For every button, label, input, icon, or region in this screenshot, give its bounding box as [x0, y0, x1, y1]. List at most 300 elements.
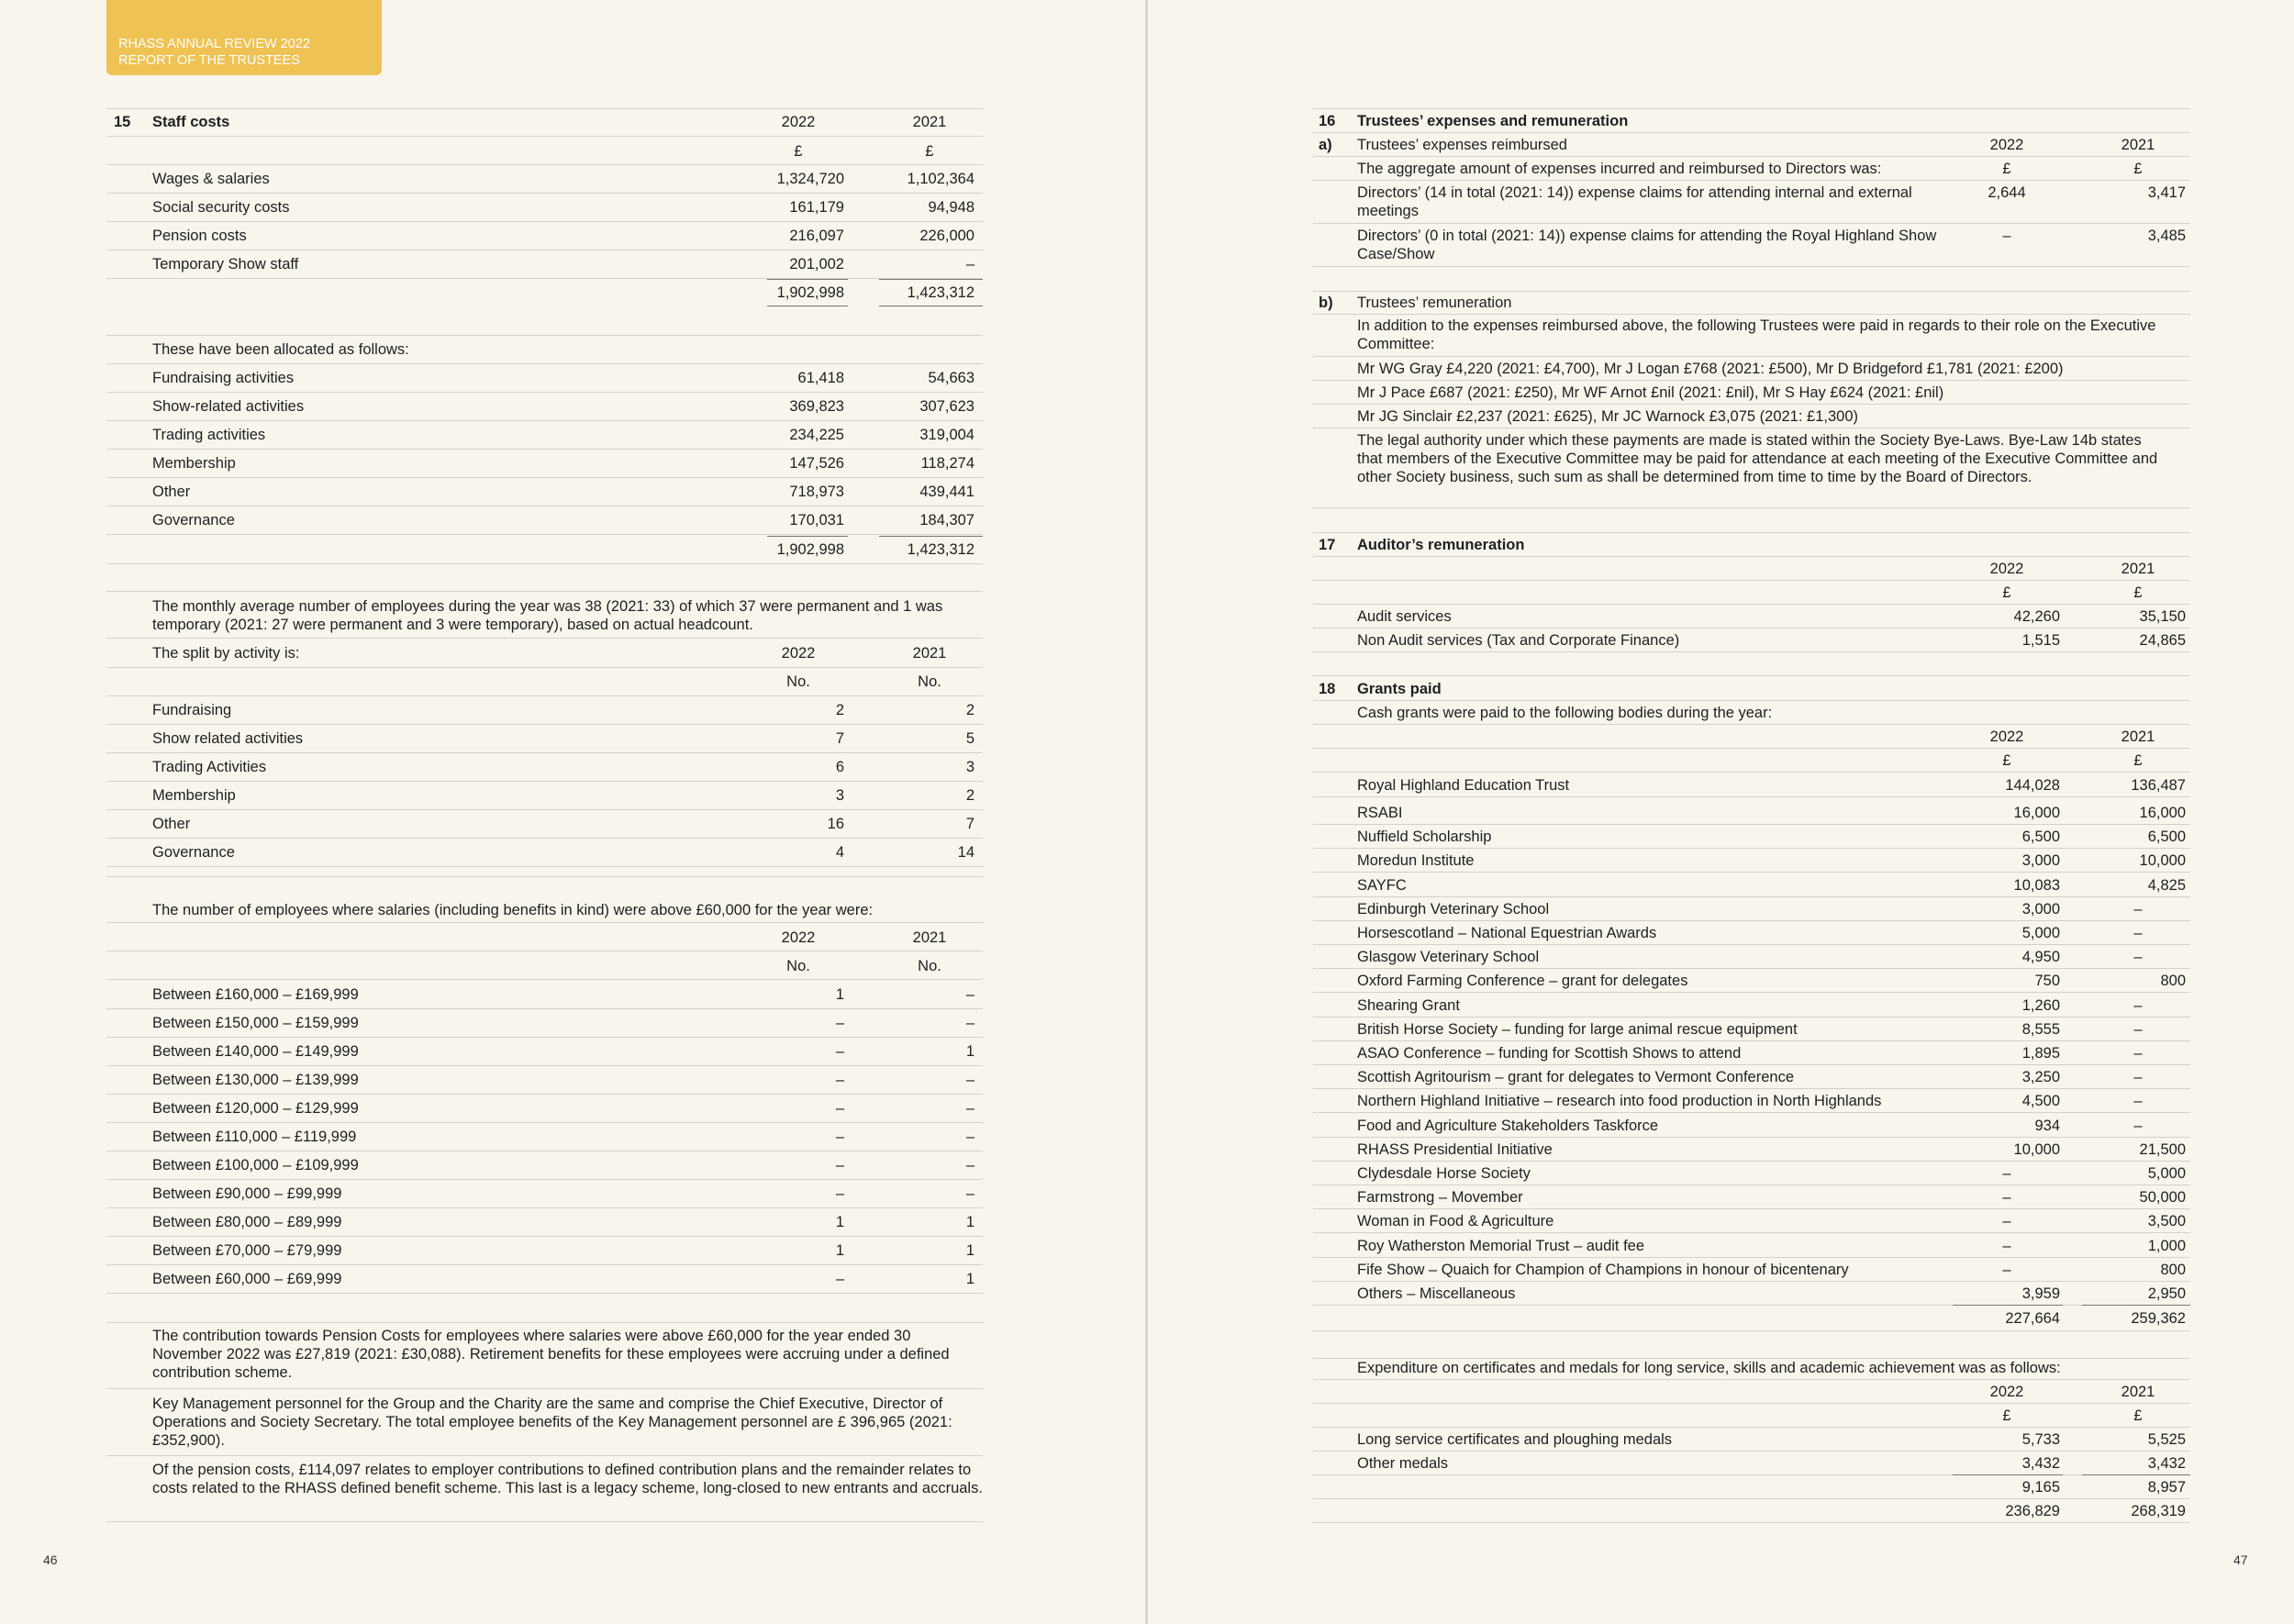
- rule: [1313, 1064, 2190, 1065]
- rule: [106, 1455, 983, 1456]
- n15-currency-2022: £: [794, 143, 803, 160]
- page-divider: [1145, 0, 1148, 1624]
- rule: [1313, 404, 2190, 405]
- page-number-right: 47: [2233, 1552, 2248, 1567]
- staff-cost-2022: 161,179: [789, 199, 844, 216]
- note-16-title: Trustees’ expenses and remuneration: [1357, 113, 1629, 129]
- note-16b-title: Trustees’ remuneration: [1357, 295, 1512, 311]
- rule: [1313, 223, 2190, 224]
- n18-year-2022: 2022: [1989, 729, 2024, 745]
- grant-amount-2021: 2,950: [2147, 1285, 2186, 1302]
- medals-2021: 3,432: [2147, 1455, 2186, 1472]
- note-16b-label: b): [1319, 295, 1333, 311]
- note-15-number: 15: [114, 114, 131, 130]
- rule: [1313, 1379, 2190, 1380]
- grant-amount-2021: –: [2133, 1020, 2143, 1038]
- grant-amount-2021: 10,000: [2139, 852, 2186, 870]
- grant-amount-2021: 3,500: [2147, 1213, 2186, 1230]
- rule: [1313, 1403, 2190, 1404]
- key-management-text: Key Management personnel for the Group and the Charity are the same and comprise the Chief Executive, Director of Operations and Society Secretary. The total employee benefits of the Key Management personnel are £ 396,965 (2021: £352,900).: [152, 1396, 952, 1449]
- grant-amount-2022: –: [2002, 1261, 2011, 1278]
- rule: [106, 979, 983, 980]
- rule: [1313, 1427, 2190, 1428]
- grant-amount-2021: 6,500: [2147, 829, 2186, 846]
- note-16a-title: Trustees’ expenses reimbursed: [1357, 137, 1567, 153]
- grant-amount-2021: –: [2133, 1117, 2143, 1134]
- note-17-title: Auditor’s remuneration: [1357, 537, 1525, 553]
- header-tab: [106, 0, 382, 75]
- grant-amount-2022: 144,028: [2005, 777, 2060, 794]
- rule: [1313, 1232, 2190, 1233]
- grant-recipient-label: Northern Highland Initiative – research into food production in North Highlands: [1357, 1093, 1882, 1110]
- rule: [106, 335, 983, 336]
- grant-recipient-label: British Horse Society – funding for large animal rescue equipment: [1357, 1020, 1798, 1038]
- salary-band-2021: –: [965, 1129, 974, 1145]
- grant-amount-2021: –: [2133, 1069, 2143, 1086]
- directors-show-expense-label: Directors’ (0 in total (2021: 14)) expense claims for attending the Royal Highland Show Case/Show: [1357, 228, 1937, 262]
- medals-year-2021: 2021: [2121, 1384, 2155, 1400]
- staff-cost-label: Social security costs: [152, 199, 290, 216]
- grant-amount-2022: 1,260: [2021, 996, 2060, 1014]
- n18-year-2021: 2021: [2121, 729, 2155, 745]
- grant-amount-2021: –: [2133, 1045, 2143, 1062]
- allocation-2021: 184,307: [919, 512, 974, 528]
- split-count-2022: 4: [835, 844, 844, 861]
- rule: [106, 1008, 983, 1009]
- auditor-fee-2021: 24,865: [2139, 632, 2186, 649]
- rule: [106, 1207, 983, 1208]
- grant-amount-2022: –: [2002, 1189, 2011, 1207]
- salary-band-label: Between £80,000 – £89,999: [152, 1214, 342, 1230]
- allocation-2022: 170,031: [789, 512, 844, 528]
- rule: [1313, 675, 2190, 676]
- split-count-2021: 7: [965, 816, 974, 832]
- salary-intro: The number of employees where salaries (including benefits in kind) were above £60,000 for the year were:: [152, 902, 874, 918]
- grant-amount-2022: 934: [2034, 1117, 2060, 1134]
- rule: [2082, 1305, 2190, 1306]
- split-count-2022: 6: [835, 759, 844, 775]
- staff-cost-label: Temporary Show staff: [152, 256, 299, 273]
- split-activity-label: Show related activities: [152, 730, 304, 747]
- grant-recipient-label: Moredun Institute: [1357, 852, 1475, 870]
- salary-band-2022: –: [835, 1072, 844, 1088]
- salary-band-2021: –: [965, 1157, 974, 1174]
- rule: [106, 695, 983, 696]
- staff-cost-2021: 1,102,364: [907, 171, 974, 187]
- staff-cost-2022: 1,324,720: [776, 171, 844, 187]
- rule: [1313, 380, 2190, 381]
- n16-year-2021: 2021: [2121, 137, 2155, 153]
- rule: [106, 278, 983, 279]
- split-count-2021: 2: [965, 702, 974, 718]
- rule: [1313, 992, 2190, 993]
- split-count-2022: 16: [827, 816, 844, 832]
- grant-recipient-label: Nuffield Scholarship: [1357, 829, 1492, 846]
- grant-amount-2022: –: [2002, 1213, 2011, 1230]
- staff-cost-2021: 226,000: [919, 228, 974, 244]
- note-16b-intro: In addition to the expenses reimbursed above, the following Trustees were paid in regards to their role on the Executive Committee:: [1357, 317, 2156, 352]
- grant-amount-2022: 10,083: [2013, 876, 2060, 894]
- salary-band-2021: 1: [965, 1242, 974, 1259]
- grant-recipient-label: Farmstrong – Movember: [1357, 1189, 1523, 1207]
- rule: [1313, 944, 2190, 945]
- rule: [1313, 651, 2190, 652]
- rule: [106, 1264, 983, 1265]
- rule: [1313, 1088, 2190, 1089]
- note-16a-label: a): [1319, 137, 1332, 153]
- grand-total-2022: 236,829: [2005, 1503, 2060, 1519]
- n15-year-2022: 2022: [781, 114, 816, 130]
- allocation-2022: 234,225: [789, 427, 844, 443]
- rule: [1313, 1208, 2190, 1209]
- salary-no-2021: No.: [918, 958, 941, 974]
- allocation-label: Trading activities: [152, 427, 266, 443]
- n18-currency-2021: £: [2133, 752, 2143, 769]
- grant-recipient-label: ASAO Conference – funding for Scottish Shows to attend: [1357, 1045, 1742, 1062]
- n15-year-2021: 2021: [912, 114, 947, 130]
- salary-band-label: Between £70,000 – £79,999: [152, 1242, 342, 1259]
- rule: [106, 449, 983, 450]
- rule: [1313, 1281, 2190, 1282]
- grant-amount-2022: 3,000: [2021, 852, 2060, 870]
- rule: [1313, 1040, 2190, 1041]
- split-activity-label: Fundraising: [152, 702, 232, 718]
- grant-recipient-label: RHASS Presidential Initiative: [1357, 1140, 1553, 1158]
- allocation-2021: 54,663: [928, 370, 974, 386]
- salary-band-2021: –: [965, 1100, 974, 1117]
- grant-amount-2021: 21,500: [2139, 1140, 2186, 1158]
- rule: [106, 876, 983, 877]
- rule: [767, 279, 848, 280]
- grant-recipient-label: Woman in Food & Agriculture: [1357, 1213, 1554, 1230]
- grant-amount-2022: 1,895: [2021, 1045, 2060, 1062]
- grant-recipient-label: Royal Highland Education Trust: [1357, 777, 1570, 794]
- trustee-payments-line-2: Mr J Pace £687 (2021: £250), Mr WF Arnot £nil (2021: £nil), Mr S Hay £624 (2021: £nil): [1357, 384, 1944, 401]
- grant-amount-2021: 136,487: [2131, 777, 2186, 794]
- rule: [106, 638, 983, 639]
- rule: [1313, 314, 2190, 315]
- salary-no-2022: No.: [786, 958, 810, 974]
- split-count-2022: 2: [835, 702, 844, 718]
- rule: [106, 477, 983, 478]
- grant-amount-2022: 8,555: [2021, 1020, 2060, 1038]
- rule: [1313, 1522, 2190, 1523]
- rule: [106, 193, 983, 194]
- grant-amount-2021: 800: [2160, 973, 2186, 990]
- grant-amount-2021: 4,825: [2147, 876, 2186, 894]
- n16-currency-2022: £: [2002, 161, 2011, 177]
- grant-amount-2022: 3,250: [2021, 1069, 2060, 1086]
- rule: [1313, 1112, 2190, 1113]
- rule: [767, 536, 848, 537]
- salary-band-label: Between £90,000 – £99,999: [152, 1185, 342, 1202]
- salary-band-2022: –: [835, 1185, 844, 1202]
- grant-amount-2022: 750: [2034, 973, 2060, 990]
- rule: [1313, 824, 2190, 825]
- grant-recipient-label: Clydesdale Horse Society: [1357, 1165, 1531, 1182]
- directors-expense-2021: 3,417: [2147, 184, 2186, 201]
- medals-currency-2021: £: [2133, 1407, 2143, 1424]
- medals-label: Long service certificates and ploughing medals: [1357, 1431, 1673, 1448]
- auditor-fee-label: Audit services: [1357, 608, 1452, 625]
- allocation-2022: 147,526: [789, 455, 844, 472]
- directors-show-expense-2022: –: [2002, 228, 2011, 244]
- allocation-intro: These have been allocated as follows:: [152, 341, 409, 358]
- n17-year-2022: 2022: [1989, 561, 2024, 577]
- grant-recipient-label: SAYFC: [1357, 876, 1407, 894]
- grant-recipient-label: Shearing Grant: [1357, 996, 1460, 1014]
- rule: [1313, 748, 2190, 749]
- rule: [106, 667, 983, 668]
- rule: [1313, 1017, 2190, 1018]
- grant-recipient-label: Horsescotland – National Equestrian Awards: [1357, 925, 1657, 941]
- salary-band-2021: 1: [965, 1043, 974, 1060]
- grant-amount-2021: 16,000: [2139, 805, 2186, 821]
- rule: [106, 724, 983, 725]
- grant-amount-2022: 16,000: [2013, 805, 2060, 821]
- staff-cost-total-2022: 1,902,998: [776, 284, 844, 301]
- grant-amount-2021: 1,000: [2147, 1237, 2186, 1254]
- rule: [1313, 872, 2190, 873]
- split-activity-label: Other: [152, 816, 191, 832]
- grand-total-2021: 268,319: [2131, 1503, 2186, 1519]
- grant-recipient-label: Others – Miscellaneous: [1357, 1285, 1516, 1302]
- allocation-label: Show-related activities: [152, 398, 305, 415]
- grant-amount-2022: –: [2002, 1165, 2011, 1182]
- allocation-2022: 61,418: [797, 370, 844, 386]
- grant-recipient-label: Glasgow Veterinary School: [1357, 949, 1540, 966]
- rule: [879, 279, 983, 280]
- rule: [106, 781, 983, 782]
- rule: [1313, 724, 2190, 725]
- rule: [106, 1094, 983, 1095]
- rule: [106, 534, 983, 535]
- rule: [106, 221, 983, 222]
- grant-amount-2021: –: [2133, 996, 2143, 1014]
- rule: [1313, 108, 2190, 109]
- rule: [1313, 507, 2190, 508]
- directors-expense-2022: 2,644: [1988, 184, 2026, 201]
- rule: [1313, 920, 2190, 921]
- rule: [2082, 1474, 2190, 1475]
- rule: [106, 809, 983, 810]
- split-activity-label: Membership: [152, 787, 236, 804]
- rule: [1313, 1451, 2190, 1452]
- salary-band-2021: –: [965, 1185, 974, 1202]
- salary-band-2022: 1: [835, 986, 844, 1003]
- grant-amount-2022: 10,000: [2013, 1140, 2060, 1158]
- allocation-label: Other: [152, 484, 191, 500]
- grant-recipient-label: Food and Agriculture Stakeholders Taskforce: [1357, 1117, 1659, 1134]
- n17-year-2021: 2021: [2121, 561, 2155, 577]
- grants-total-2021: 259,362: [2131, 1310, 2186, 1327]
- rule: [1953, 1305, 2063, 1306]
- rule: [106, 1037, 983, 1038]
- split-count-2021: 14: [957, 844, 974, 861]
- salary-band-2021: –: [965, 1015, 974, 1031]
- medals-2022: 5,733: [2021, 1431, 2060, 1448]
- grant-amount-2021: –: [2133, 900, 2143, 918]
- staff-cost-label: Wages & salaries: [152, 171, 270, 187]
- staff-cost-2021: 94,948: [928, 199, 974, 216]
- salary-band-2022: 1: [835, 1242, 844, 1259]
- salary-year-2022: 2022: [781, 929, 816, 946]
- rule: [106, 591, 983, 592]
- pension-costs-text: Of the pension costs, £114,097 relates to employer contributions to defined contribution plans and the remainder relates to costs related to the RHASS defined benefit scheme. This last is a legacy scheme, long-closed to new entrants and accruals.: [152, 1462, 983, 1496]
- rule: [1313, 266, 2190, 267]
- n16-currency-2021: £: [2133, 161, 2143, 177]
- rule: [106, 1521, 983, 1522]
- split-no-2021: No.: [918, 673, 941, 690]
- rule: [1313, 132, 2190, 133]
- directors-expense-label: Directors’ (14 in total (2021: 14)) expense claims for attending internal and external meetings: [1357, 184, 1912, 219]
- rule: [106, 1322, 983, 1323]
- medals-currency-2022: £: [2002, 1407, 2011, 1424]
- rule: [106, 164, 983, 165]
- grant-amount-2022: –: [2002, 1237, 2011, 1254]
- salary-band-2021: 1: [965, 1271, 974, 1287]
- grant-recipient-label: Fife Show – Quaich for Champion of Champions in honour of bicentenary: [1357, 1261, 1849, 1278]
- rule: [1313, 580, 2190, 581]
- allocation-2021: 118,274: [920, 455, 974, 472]
- auditor-fee-label: Non Audit services (Tax and Corporate Finance): [1357, 632, 1680, 649]
- salary-band-label: Between £60,000 – £69,999: [152, 1271, 342, 1287]
- rule: [1313, 796, 2190, 797]
- staff-cost-total-2021: 1,423,312: [907, 284, 974, 301]
- grant-amount-2021: –: [2133, 925, 2143, 941]
- legal-authority-text: The legal authority under which these payments are made is stated within the Society Bye-Laws. Bye-Law 14b states that members of the Executive Committee may be paid for attendance at each meeting of the Executive Committee and other Society business, such sum as shall be determined from time to time by the Board of Directors.: [1357, 432, 2158, 485]
- pension-contribution-text: The contribution towards Pension Costs for employees where salaries were above £60,000 for the year ended 30 November 2022 was £27,819 (2021: £30,088). Retirement benefits for these employees were accruing under a defined contribution scheme.: [152, 1328, 950, 1381]
- rule: [1313, 700, 2190, 701]
- grant-recipient-label: Edinburgh Veterinary School: [1357, 900, 1550, 918]
- staff-cost-2021: –: [965, 256, 974, 273]
- grant-amount-2022: 6,500: [2021, 829, 2060, 846]
- allocation-total-2022: 1,902,998: [776, 541, 844, 558]
- split-no-2022: No.: [786, 673, 810, 690]
- medals-total-2022: 9,165: [2021, 1479, 2060, 1496]
- rule: [106, 1236, 983, 1237]
- salary-band-2022: –: [835, 1157, 844, 1174]
- rule: [1313, 1330, 2190, 1331]
- medals-label: Other medals: [1357, 1455, 1449, 1472]
- grant-recipient-label: RSABI: [1357, 805, 1403, 821]
- salary-band-2021: 1: [965, 1214, 974, 1230]
- split-year-2022: 2022: [781, 645, 816, 662]
- salary-band-2022: –: [835, 1015, 844, 1031]
- rule: [106, 392, 983, 393]
- allocation-2022: 369,823: [789, 398, 844, 415]
- salary-year-2021: 2021: [912, 929, 947, 946]
- medals-2022: 3,432: [2021, 1455, 2060, 1472]
- grant-amount-2021: 800: [2160, 1261, 2186, 1278]
- staff-cost-2022: 201,002: [789, 256, 844, 273]
- rule: [1313, 896, 2190, 897]
- split-activity-label: Trading Activities: [152, 759, 267, 775]
- split-year-2021: 2021: [912, 645, 947, 662]
- medals-year-2022: 2022: [1989, 1384, 2024, 1400]
- rule: [1313, 1137, 2190, 1138]
- rule: [1313, 772, 2190, 773]
- note-18-title: Grants paid: [1357, 681, 1442, 697]
- rule: [1313, 291, 2190, 292]
- split-count-2022: 3: [835, 787, 844, 804]
- grant-amount-2022: 4,500: [2021, 1093, 2060, 1110]
- rule: [1313, 968, 2190, 969]
- trustee-payments-line-1: Mr WG Gray £4,220 (2021: £4,700), Mr J Logan £768 (2021: £500), Mr D Bridgeford £1,781 (2021: £200): [1357, 361, 2064, 377]
- rule: [106, 420, 983, 421]
- grant-amount-2022: 3,000: [2021, 900, 2060, 918]
- rule: [1313, 556, 2190, 557]
- rule: [1313, 604, 2190, 605]
- rule: [106, 363, 983, 364]
- n17-currency-2021: £: [2133, 584, 2143, 601]
- salary-band-label: Between £110,000 – £119,999: [152, 1129, 357, 1145]
- rule: [106, 1065, 983, 1066]
- allocation-total-2021: 1,423,312: [907, 541, 974, 558]
- grant-amount-2021: –: [2133, 949, 2143, 966]
- rule: [1313, 532, 2190, 533]
- salary-band-2021: –: [965, 986, 974, 1003]
- rule: [1313, 1498, 2190, 1499]
- n18-currency-2022: £: [2002, 752, 2011, 769]
- rule: [106, 838, 983, 839]
- rule: [106, 1388, 983, 1389]
- salary-band-2022: –: [835, 1129, 844, 1145]
- salary-band-label: Between £160,000 – £169,999: [152, 986, 359, 1003]
- rule: [106, 922, 983, 923]
- salary-band-2021: –: [965, 1072, 974, 1088]
- note-16-number: 16: [1319, 113, 1336, 129]
- salary-band-2022: –: [835, 1100, 844, 1117]
- grant-amount-2021: 5,000: [2147, 1165, 2186, 1182]
- salary-band-2022: –: [835, 1271, 844, 1287]
- allocation-2021: 319,004: [919, 427, 974, 443]
- split-count-2022: 7: [835, 730, 844, 747]
- grant-amount-2022: 5,000: [2021, 925, 2060, 941]
- grant-recipient-label: Roy Watherston Memorial Trust – audit fee: [1357, 1237, 1645, 1254]
- rule: [1313, 356, 2190, 357]
- page-number-left: 46: [43, 1552, 58, 1567]
- staff-cost-2022: 216,097: [789, 228, 844, 244]
- allocation-label: Fundraising activities: [152, 370, 295, 386]
- split-label: The split by activity is:: [152, 645, 300, 662]
- n16-year-2022: 2022: [1989, 137, 2024, 153]
- grant-amount-2022: 4,950: [2021, 949, 2060, 966]
- grant-amount-2022: 3,959: [2021, 1285, 2060, 1302]
- salary-band-2022: –: [835, 1043, 844, 1060]
- note-16a-intro: The aggregate amount of expenses incurred and reimbursed to Directors was:: [1357, 161, 1882, 177]
- rule: [1313, 1161, 2190, 1162]
- auditor-fee-2022: 42,260: [2013, 608, 2060, 625]
- rule: [879, 536, 983, 537]
- medals-total-2021: 8,957: [2147, 1479, 2186, 1496]
- rule: [1313, 180, 2190, 181]
- rule: [106, 1293, 983, 1294]
- grants-intro: Cash grants were paid to the following bodies during the year:: [1357, 705, 1773, 721]
- note-17-number: 17: [1319, 537, 1336, 553]
- grant-amount-2021: –: [2133, 1093, 2143, 1110]
- salary-band-label: Between £130,000 – £139,999: [152, 1072, 359, 1088]
- rule: [106, 1179, 983, 1180]
- medals-2021: 5,525: [2147, 1431, 2186, 1448]
- rule: [1313, 156, 2190, 157]
- allocation-2021: 439,441: [919, 484, 974, 500]
- header-line-1: RHASS ANNUAL REVIEW 2022: [118, 37, 310, 51]
- auditor-fee-2021: 35,150: [2139, 608, 2186, 625]
- split-count-2021: 2: [965, 787, 974, 804]
- split-count-2021: 5: [965, 730, 974, 747]
- allocation-label: Membership: [152, 455, 236, 472]
